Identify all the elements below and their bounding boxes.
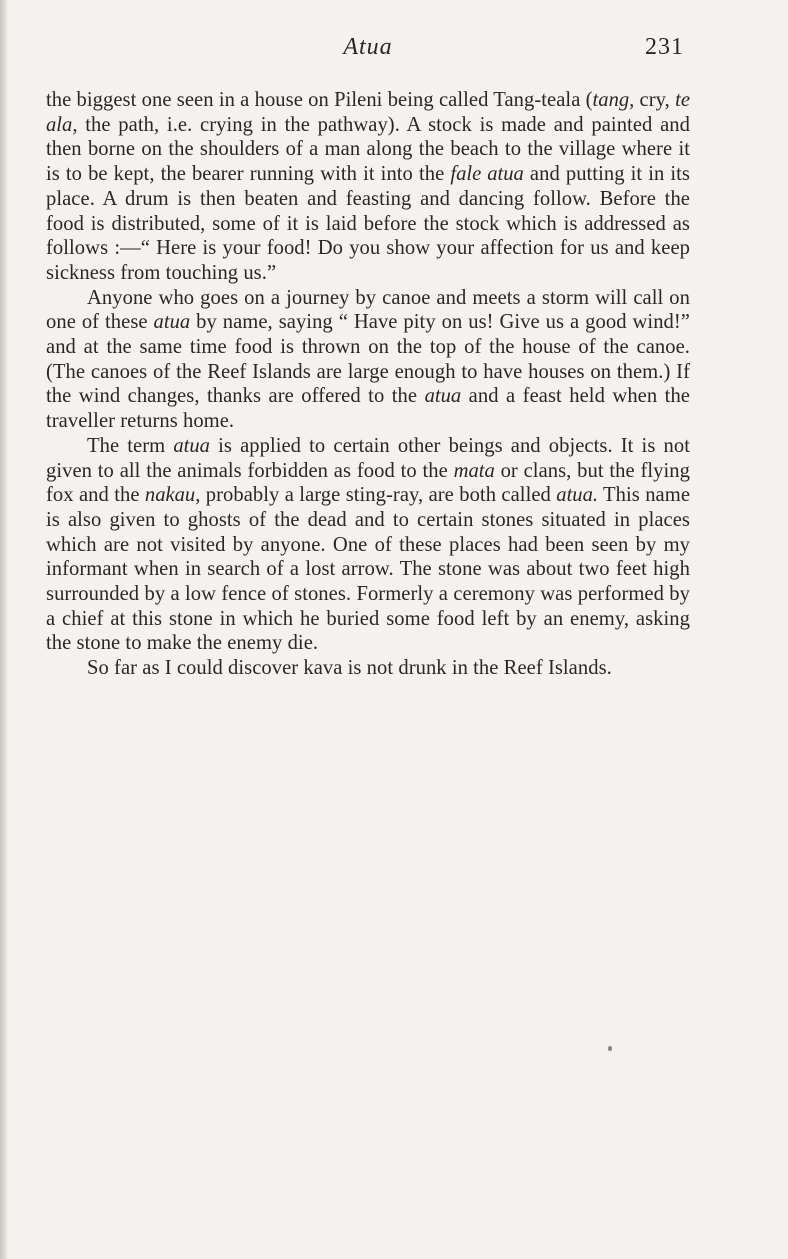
- body-text: [46, 88, 690, 681]
- text-segment: The term: [87, 434, 174, 457]
- italic-segment: atua: [173, 434, 210, 457]
- paragraph-1: [46, 88, 690, 286]
- running-title: Atua: [343, 34, 393, 60]
- italic-segment: atua: [424, 385, 462, 408]
- text-segment: cry,: [634, 89, 676, 111]
- text-segment: the biggest one seen in a house on Pileni being called Tang-teala (: [46, 89, 593, 111]
- paragraph-4: [46, 656, 690, 681]
- text-segment: This name is also given to ghosts of the dead and to certain stones situated in places which are not visited by anyone. One of these places had been seen by my informant when in search of a lost arrow. The stone was about two feet high surrounded by a low fence of stones. Formerly a ceremony was performed by a chief at this stone in which he buried some food left by an enemy, asking the stone to make the enemy die.: [46, 484, 691, 655]
- page-number: 231: [645, 34, 684, 60]
- italic-segment: mata: [453, 459, 495, 482]
- italic-segment: atua.: [556, 484, 599, 507]
- text-segment: Anyone who goes on a journey by canoe and meets a storm will call on one of these: [46, 286, 690, 334]
- italic-segment: nakau,: [144, 484, 201, 507]
- text-segment: is applied to certain other beings and objects. It is not given to all the animals forbidden as food to the: [46, 434, 690, 482]
- text-segment: or clans, but the flying fox and the: [46, 459, 690, 507]
- text-segment: So far as I could discover kava is not drunk in the Reef Islands.: [87, 657, 612, 680]
- binding-gutter: [0, 0, 8, 1259]
- text-segment: by name, saying “ Have pity on us! Give us a good wind!” and at the same time food is thrown on the top of the house of the canoe. (The canoes of the Reef Islands are large enough to have houses on them.) If the wind changes, thanks are offered to the: [46, 311, 690, 408]
- paragraph-3: [46, 434, 690, 656]
- running-head: [46, 32, 690, 66]
- italic-segment: atua: [153, 311, 191, 334]
- italic-segment: te ala,: [46, 89, 690, 136]
- text-segment: and putting it in its place. A drum is then beaten and feasting and dancing follow. Before the food is distributed, some of it is laid before the stock which is addressed as follows :—“ Here is your food! Do you show your affection for us and keep sickness from touching us.”: [46, 163, 690, 284]
- text-segment: the path, i.e. crying in the pathway). A stock is made and painted and then borne on the shoulders of a man along the beach to the village where it is to be kept, the bearer running with it into the: [46, 113, 690, 186]
- paper-speck: [608, 1046, 612, 1051]
- text-segment: and a feast held when the traveller returns home.: [46, 385, 690, 433]
- italic-segment: tang,: [592, 89, 635, 111]
- text-segment: probably a large sting-ray, are both called: [200, 484, 557, 507]
- paragraph-2: [46, 286, 690, 434]
- italic-segment: fale atua: [450, 163, 524, 186]
- book-page: [46, 32, 690, 681]
